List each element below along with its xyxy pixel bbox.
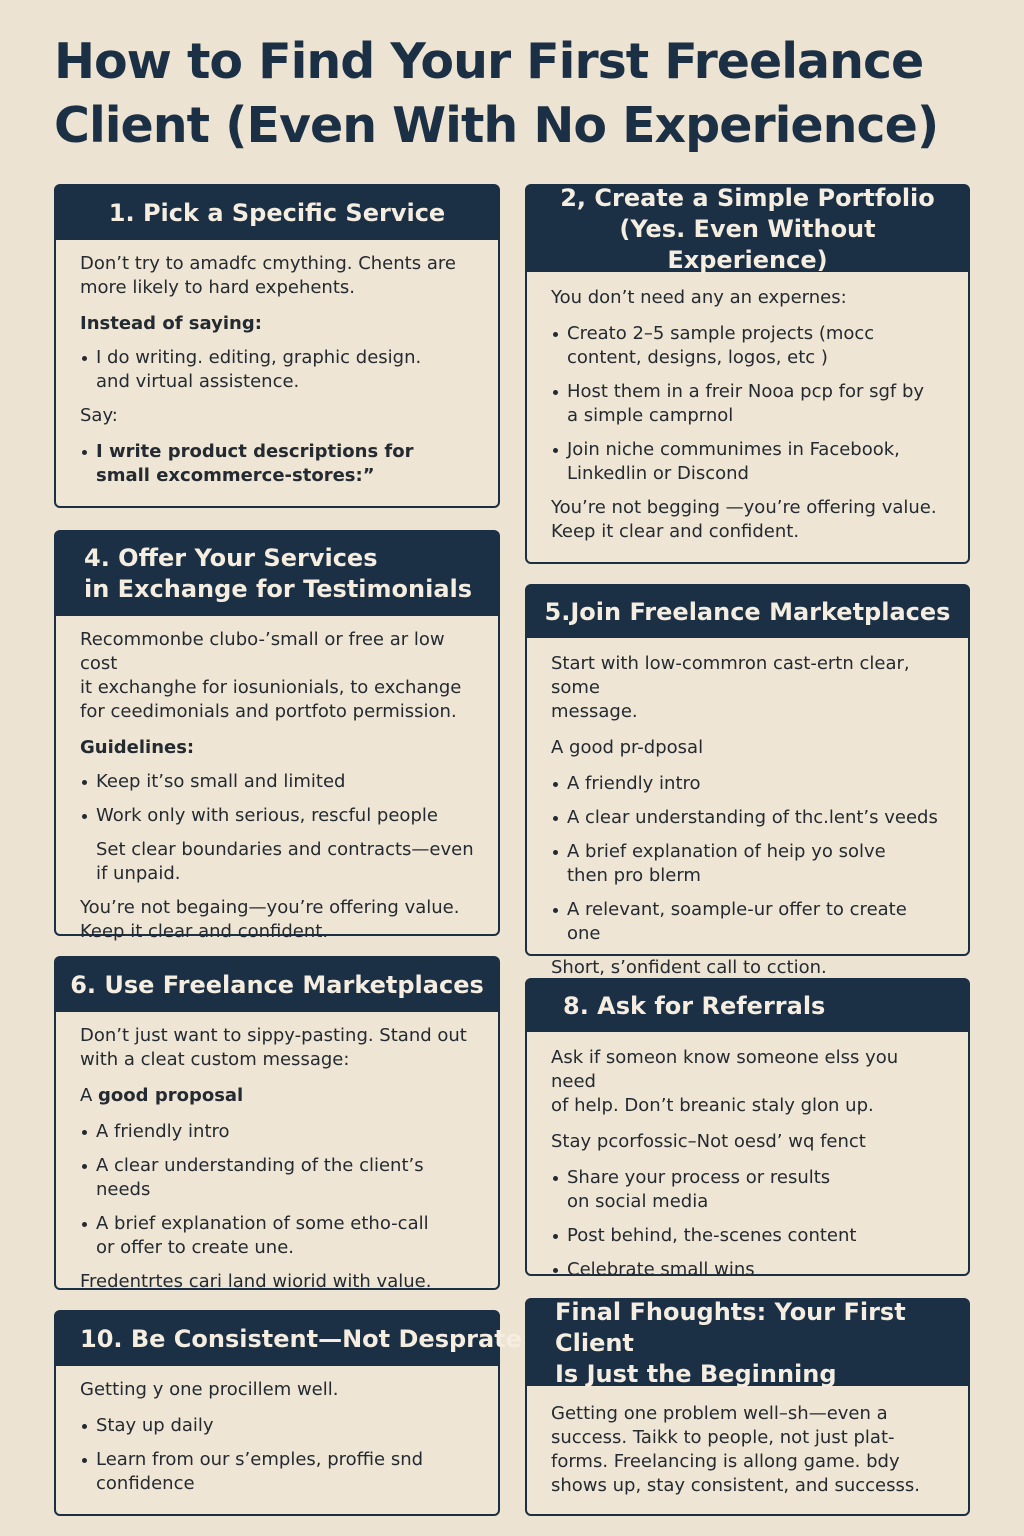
- text-fragment: good proposal: [98, 1085, 244, 1106]
- text-line: I do writing. editing, graphic design.: [96, 347, 422, 368]
- card-body: [527, 1386, 968, 1498]
- text-line: Share your process or results: [567, 1167, 831, 1188]
- card-heading: [56, 532, 498, 616]
- text-line: I write product descriptions for: [96, 441, 414, 462]
- card-heading: [56, 958, 498, 1012]
- card-heading-text: Final Fhoughts: Your First Client: [555, 1297, 906, 1357]
- list-item: A clear understanding of the client’s needs: [80, 1154, 474, 1202]
- card-outro: [80, 896, 474, 944]
- card-offer-services: [54, 530, 500, 942]
- list-item: [551, 380, 944, 428]
- text-line: a simple camprnol: [567, 405, 734, 426]
- card-heading-text: 5.Join Freelance Marketplaces: [544, 597, 951, 626]
- text-line: Recommonbe clubo-’small or free ar low cost: [80, 629, 445, 674]
- list-item: Work only with serious, rescful people: [80, 804, 474, 828]
- card-subheading: [80, 1084, 474, 1108]
- card-body: [527, 272, 968, 544]
- card-subheading: Guidelines:: [80, 737, 195, 758]
- card-heading-text: 10. Be Consistent—Not Desprate: [80, 1324, 522, 1353]
- list-item: [80, 838, 474, 886]
- card-intro: [80, 252, 474, 300]
- text-line: it exchanghe for iosunionials, to exchange: [80, 677, 462, 698]
- text-line: Creato 2–5 sample projects (mocc: [567, 323, 875, 344]
- card-intro: [551, 1046, 944, 1118]
- card-heading-text: Is Just the Beginning: [555, 1359, 837, 1388]
- text-line: Host them in a freir Nooa pcp for sgf by: [567, 381, 925, 402]
- text-line: Set clear boundaries and contracts—even: [96, 839, 474, 860]
- card-heading-text: 2, Create a Simple Portfolio: [560, 183, 935, 212]
- card-intro: You don’t need any an expernes:: [551, 287, 847, 308]
- list-item: [80, 346, 474, 394]
- card-heading-text: 4. Offer Your Services: [84, 544, 378, 572]
- card-intro: [551, 652, 944, 724]
- card-outro: [551, 496, 944, 544]
- text-line: Don’t just want to sippy-pasting. Stand out: [80, 1025, 467, 1046]
- text-line: message.: [551, 701, 638, 722]
- card-final-thoughts: [525, 1298, 970, 1516]
- text-line: A brief explanation of some etho-call: [96, 1213, 429, 1234]
- text-line: You’re not begaing—you’re offering value.: [80, 897, 460, 918]
- text-line: Getting one problem well–sh—even a: [551, 1403, 888, 1424]
- card-heading-text: in Exchange for Testimonials: [84, 575, 473, 603]
- list-item: [551, 840, 944, 888]
- text-line: Join niche communimes in Facebook,: [567, 439, 900, 460]
- card-subheading: Stay pcorfossic–Not oesd’ wq fenct: [551, 1131, 866, 1152]
- card-heading: [527, 980, 968, 1032]
- list-item: [551, 438, 944, 486]
- text-line: small excommerce-stores:”: [96, 465, 375, 486]
- card-body: [527, 638, 968, 980]
- text-line: Learn from our s’emples, proffie snd: [96, 1449, 424, 1470]
- page-title-line-1: How to Find Your First Freelance: [54, 33, 924, 90]
- card-outro: Short, s’onfident call to cction.: [551, 957, 827, 978]
- text-line: then pro blerm: [567, 865, 701, 886]
- card-heading: [527, 1297, 968, 1388]
- card-intro: [80, 1024, 474, 1072]
- text-line: You’re not begging —you’re offering value.: [551, 497, 937, 518]
- text-line: Linkedlin or Discond: [567, 463, 749, 484]
- text-line: content, designs, logos, etc ): [567, 347, 828, 368]
- list-item: Stay up daily: [80, 1414, 474, 1438]
- card-paragraph: [551, 1402, 944, 1498]
- text-line: more likely to hard expehents.: [80, 277, 356, 298]
- card-say-label: Say:: [80, 405, 118, 426]
- card-be-consistent: [54, 1310, 522, 1516]
- text-line: with a cleat custom message:: [80, 1049, 350, 1070]
- card-intro: Getting y one procillem well.: [80, 1379, 339, 1400]
- card-pick-service: [54, 184, 500, 508]
- list-item: [80, 1448, 474, 1496]
- page-title: [54, 30, 994, 158]
- list-item: [80, 440, 474, 488]
- card-heading-text: (Yes. Even Without Experience): [619, 214, 876, 274]
- card-heading: [527, 183, 968, 274]
- card-body: [56, 616, 498, 944]
- list-item: A friendly intro: [551, 772, 944, 796]
- text-line: Ask if someon know someone elss you need: [551, 1047, 899, 1092]
- card-intro: [80, 628, 474, 724]
- list-item: [551, 1166, 944, 1214]
- text-fragment: A: [80, 1085, 99, 1106]
- card-ask-referrals: [525, 978, 970, 1280]
- card-body: [56, 1012, 498, 1294]
- text-line: if unpaid.: [96, 863, 181, 884]
- text-line: shows up, stay consistent, and successs.: [551, 1475, 920, 1496]
- list-item: A relevant, soample-ur offer to create one: [551, 898, 944, 946]
- text-line: Keep it clear and confident.: [80, 921, 329, 942]
- card-heading-text: 6. Use Freelance Marketplaces: [70, 970, 484, 999]
- list-item: A clear understanding of thc.lent’s veeds: [551, 806, 944, 830]
- text-line: success. Taikk to people, not just plat-: [551, 1427, 895, 1448]
- text-line: Keep it clear and confident.: [551, 521, 800, 542]
- card-heading-text: 1. Pick a Specific Service: [108, 198, 446, 227]
- list-item: Celebrate small wins: [551, 1258, 944, 1282]
- card-body: [56, 1366, 498, 1496]
- list-item: [551, 322, 944, 370]
- card-heading: [56, 186, 498, 240]
- text-line: or offer to create une.: [96, 1237, 295, 1258]
- card-create-portfolio: [525, 184, 970, 564]
- text-line: of help. Don’t breanic staly glon up.: [551, 1095, 874, 1116]
- card-body: [56, 240, 498, 488]
- list-item: Keep it’so small and limited: [80, 770, 474, 794]
- card-join-marketplaces: [525, 584, 970, 978]
- card-subheading: Instead of saying:: [80, 313, 262, 334]
- text-line: and virtual assistence.: [96, 371, 300, 392]
- list-item: A friendly intro: [80, 1120, 474, 1144]
- card-heading: [527, 586, 968, 638]
- card-heading-text: 8. Ask for Referrals: [563, 991, 826, 1020]
- page-title-line-2: Client (Even With No Experience): [54, 97, 939, 154]
- text-line: on social media: [567, 1191, 709, 1212]
- text-line: Don’t try to amadfc cmything. Chents are: [80, 253, 456, 274]
- card-body: [527, 1032, 968, 1282]
- card-heading: [56, 1312, 522, 1366]
- text-line: confidence: [96, 1473, 195, 1494]
- text-line: for ceedimonials and portfoto permission.: [80, 701, 457, 722]
- text-line: Start with low-commron cast-ertn clear, some: [551, 653, 910, 698]
- text-line: forms. Freelancing is allong game. bdy: [551, 1451, 900, 1472]
- card-use-marketplaces: [54, 956, 500, 1290]
- text-line: A brief explanation of heip yo solve: [567, 841, 886, 862]
- card-outro: Fredentrtes cari land wiorid with value.: [80, 1271, 432, 1292]
- list-item: [80, 1212, 474, 1260]
- card-subheading: A good pr-dposal: [551, 737, 704, 758]
- list-item: Post behind, the-scenes content: [551, 1224, 944, 1248]
